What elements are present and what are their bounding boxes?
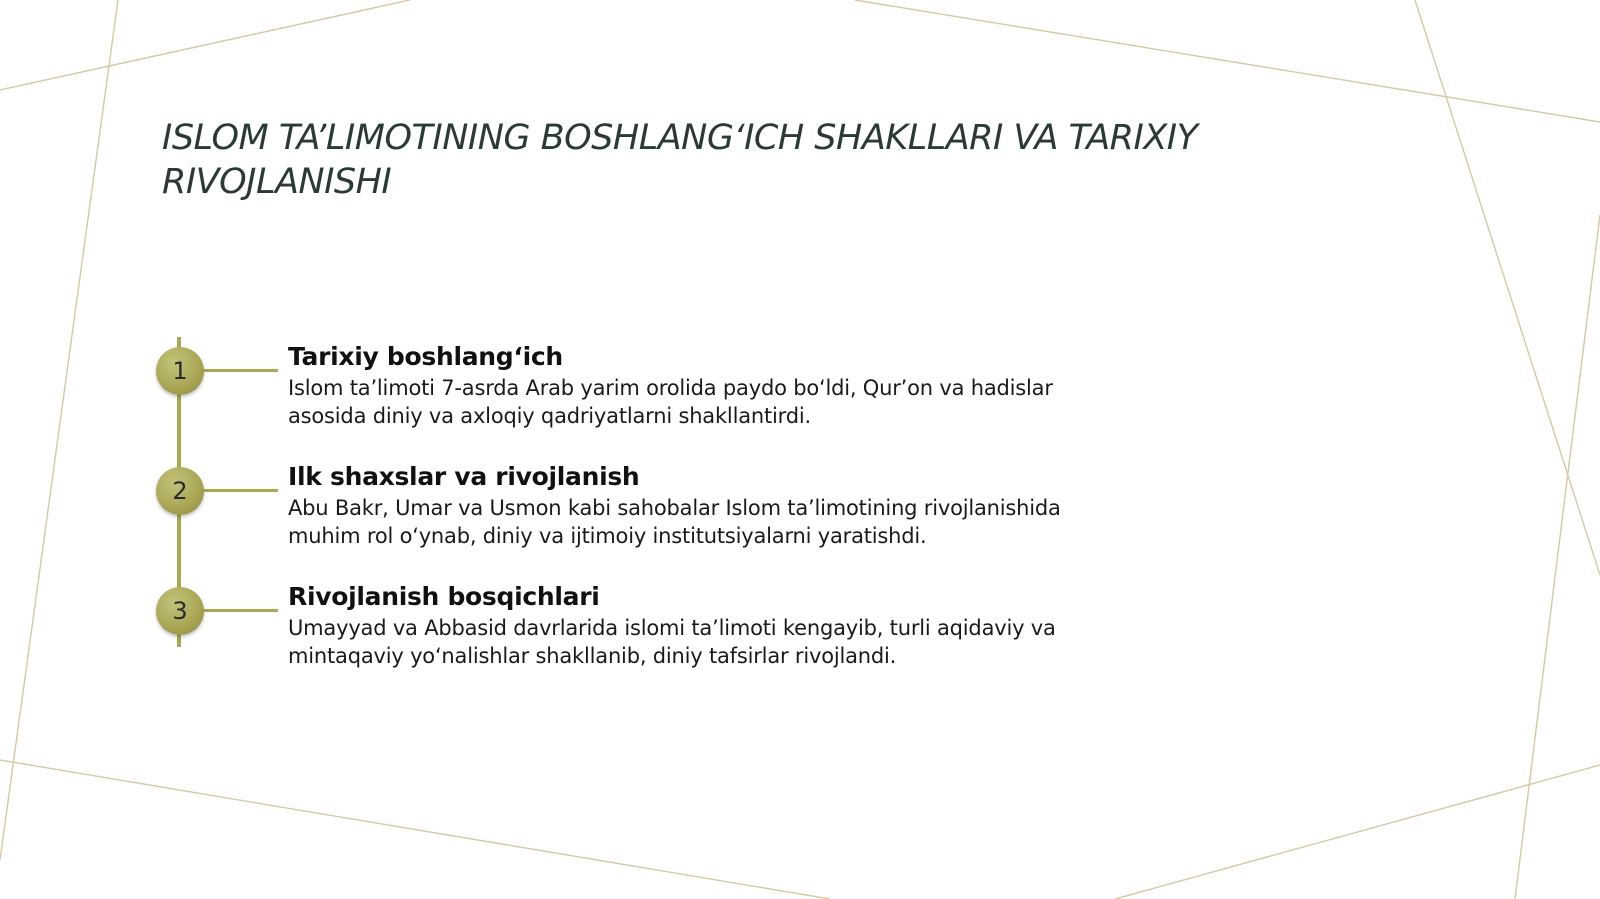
timeline-connector-1 xyxy=(198,369,278,372)
timeline-item-text: Abu Bakr, Umar va Usmon kabi sahobalar Islom ta’limotining rivojlanishida muhim rol o‘ynab, diniy va ijtimoiy institutsiyalarni yaratishdi. xyxy=(288,496,1061,548)
timeline-item-text: Umayyad va Abbasid davrlarida islomi ta’limoti kengayib, turli aqidaviy va mintaqaviy yo‘nalishlar shakllanib, diniy tafsirlar rivojlandi. xyxy=(288,616,1056,668)
timeline-item-text: Islom ta’limoti 7-asrda Arab yarim orolida paydo bo‘ldi, Qur’on va hadislar asosida diniy va axloqiy qadriyatlarni shakllantirdi. xyxy=(288,376,1053,428)
timeline-step-1-badge: 1 xyxy=(156,347,204,395)
timeline-item-heading: Rivojlanish bosqichlari xyxy=(288,582,600,611)
timeline-connector-3 xyxy=(198,609,278,612)
timeline-step-3-badge: 3 xyxy=(156,587,204,635)
timeline-step-2-badge: 2 xyxy=(156,467,204,515)
timeline-item-1 xyxy=(288,340,1108,430)
timeline-item-2 xyxy=(288,460,1108,550)
timeline-item-heading: Tarixiy boshlang‘ich xyxy=(288,342,563,371)
timeline-connector-2 xyxy=(198,489,278,492)
slide-title: ISLOM TA’LIMOTINING BOSHLANG‘ICH SHAKLLARI VA TARIXIY RIVOJLANISHI xyxy=(162,118,1198,202)
timeline-item-3 xyxy=(288,580,1108,670)
timeline-item-heading: Ilk shaxslar va rivojlanish xyxy=(288,462,640,491)
